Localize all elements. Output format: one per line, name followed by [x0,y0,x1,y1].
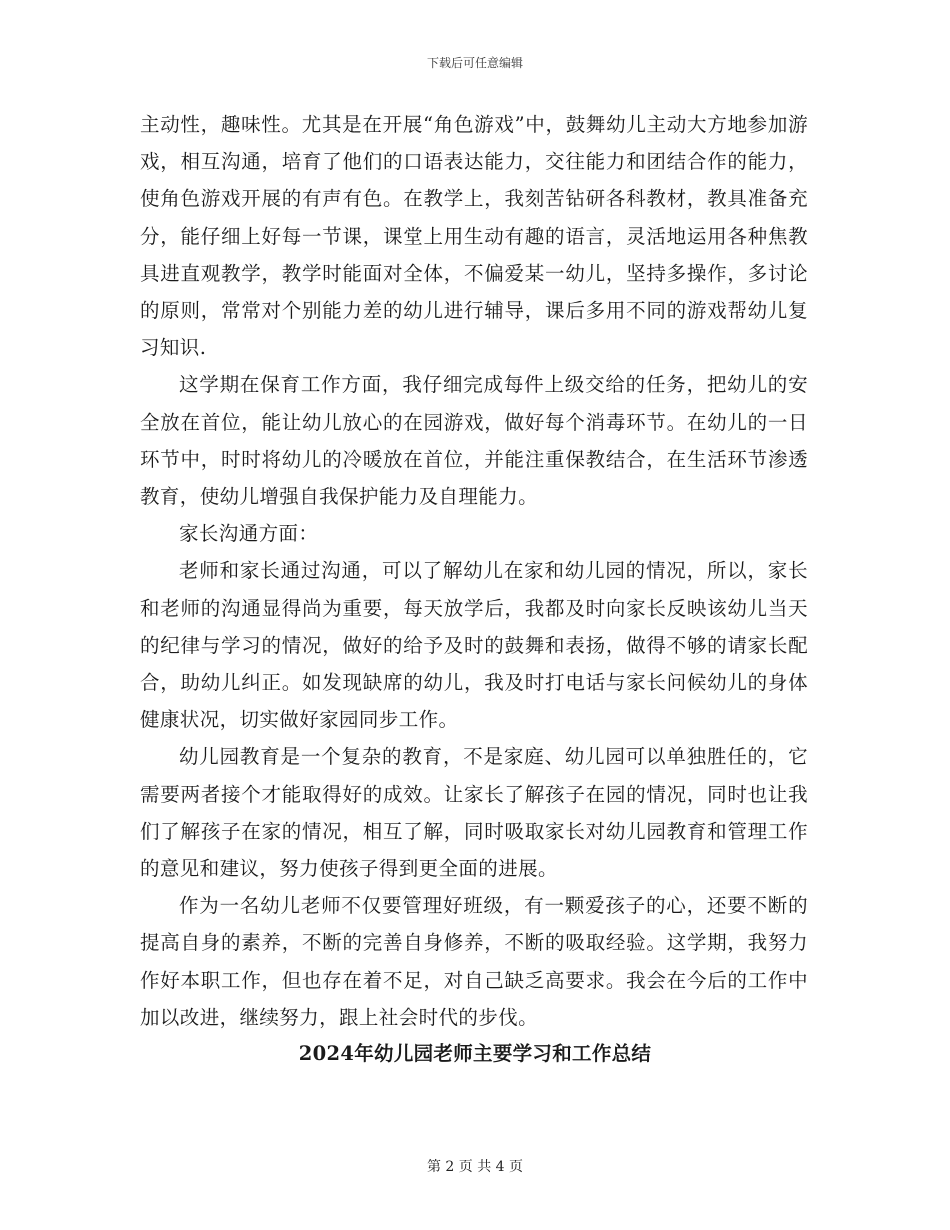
page-number: 第 2 页 共 4 页 [426,1159,524,1175]
paragraph-childcare: 这学期在保育工作方面，我仔细完成每件上级交给的任务，把幼儿的安全放在首位，能让幼儿放心的在园游戏，做好每个消毒环节。在幼儿的一日环节中，时时将幼儿的冷暖放在首位，并能注重保教结合，在生活环节渗透教育，使幼儿增强自我保护能力及自理能力。 [140,373,808,509]
document-body [140,106,808,1036]
paragraph-parent-communication-title: 家长沟通方面： [179,522,319,546]
paragraph-parent-communication: 老师和家长通过沟通，可以了解幼儿在家和幼儿园的情况，所以，家长和老师的沟通显得尚为重要，每天放学后，我都及时向家长反映该幼儿当天的纪律与学习的情况，做好的给予及时的鼓舞和表扬，做得不够的请家长配合，助幼儿纠正。如发现缺席的幼儿，我及时打电话与家长问候幼儿的身体健康状况，切实做好家园同步工作。 [140,559,808,732]
paragraph-conclusion: 作为一名幼儿老师不仅要管理好班级，有一颗爱孩子的心，还要不断的提高自身的素养，不断的完善自身修养，不断的吸取经验。这学期，我努力作好本职工作，但也存在着不足，对自己缺乏高要求。我会在今后的工作中加以改进，继续努力，跟上社会时代的步伐。 [140,894,808,1029]
section-heading: 2024年幼儿园老师主要学习和工作总结 [298,1042,652,1065]
paragraph-kindergarten-education: 幼儿园教育是一个复杂的教育，不是家庭、幼儿园可以单独胜任的，它需要两者接个才能取得好的成效。让家长了解孩子在园的情况，同时也让我们了解孩子在家的情况，相互了解，同时吸取家长对幼儿园教育和管理工作的意见和建议，努力使孩子得到更全面的进展。 [140,745,808,881]
page-header-note: 下载后可任意编辑 [426,56,523,70]
paragraph-teaching: 主动性，趣味性。尤其是在开展“角色游戏”中，鼓舞幼儿主动大方地参加游戏，相互沟通，培育了他们的口语表达能力，交往能力和团结合作的能力，使角色游戏开展的有声有色。在教学上，我刻苦钻研各科教材，教具准备充分，能仔细上好每一节课，课堂上用生动有趣的语言，灵活地运用各种焦教具进直观教学，教学时能面对全体，不偏爱某一幼儿，坚持多操作，多讨论的原则，常常对个别能力差的幼儿进行辅导，课后多用不同的游戏帮幼儿复习知识. [140,113,808,360]
